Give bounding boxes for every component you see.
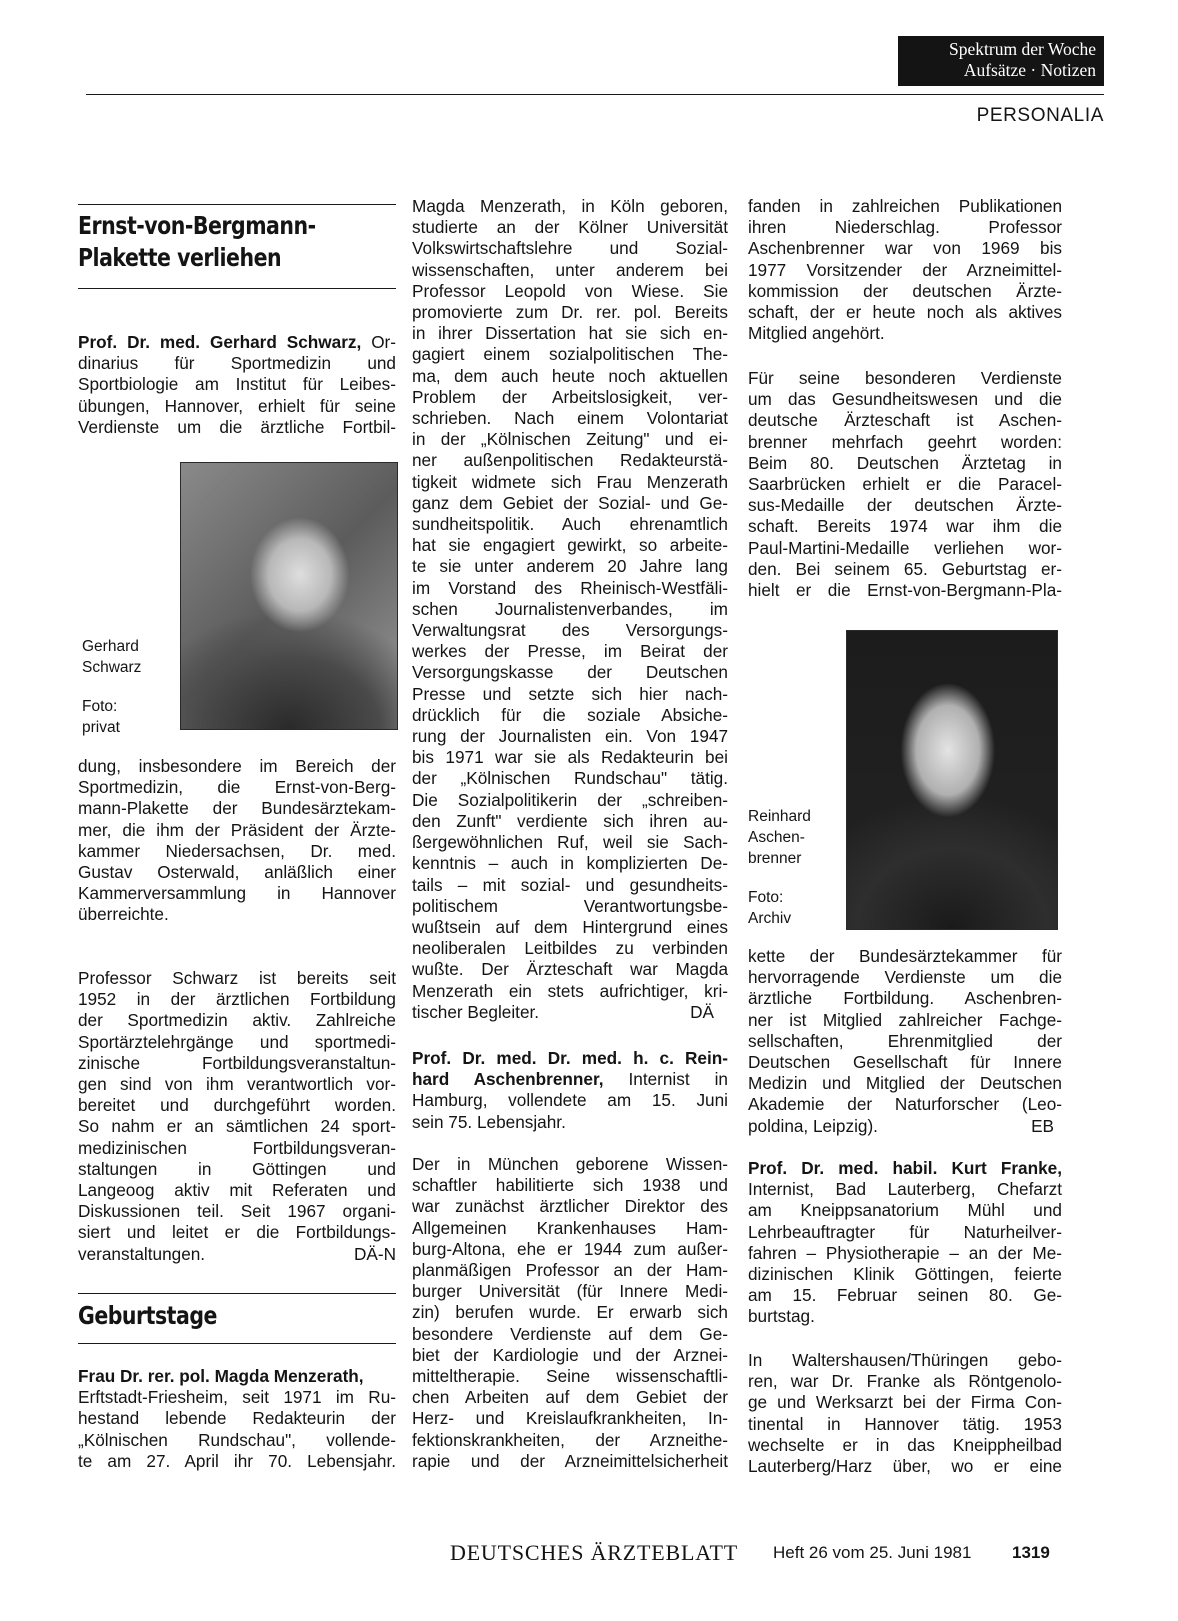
text-line: den Zunft" verdiente sich ihren au- xyxy=(412,810,728,831)
text-line: Hamburg, vollendete am 15. Juni xyxy=(412,1090,728,1111)
masthead-line-2: Aufsätze · Notizen xyxy=(963,60,1096,80)
text-line: im Vorstand des Rheinisch-Westfäli- xyxy=(412,577,728,598)
text-line: dizinischen Klinik Göttingen, feierte xyxy=(748,1264,1062,1285)
text-line: war zunächst ärztlicher Direktor des xyxy=(412,1196,728,1217)
text-line: Medizin und Mitglied der Deutschen xyxy=(748,1073,1062,1094)
paragraph-aschenbrenner xyxy=(412,1048,728,1133)
photo-caption: Reinhard Aschen- brenner Foto: Archiv xyxy=(748,808,811,927)
text-line xyxy=(78,1366,396,1387)
person-name: Prof. Dr. med. Gerhard Schwarz, xyxy=(78,332,362,352)
text-line: biet der Kardiologie und der Arznei- xyxy=(412,1344,728,1365)
text-line: So nahm er an sämtlichen 24 sport- xyxy=(78,1116,396,1137)
text-line: besondere Verdienste auf dem Ge- xyxy=(412,1323,728,1344)
text-line: siert und leitet er die Fortbildungs- xyxy=(78,1222,396,1243)
text-line: schrieben. Nach einem Volontariat xyxy=(412,408,728,429)
text-line: Akademie der Naturforscher (Leo- xyxy=(748,1094,1062,1115)
text-line: Paul-Martini-Medaille verliehen wor- xyxy=(748,537,1062,558)
footer-issue: Heft 26 vom 25. Juni 1981 xyxy=(773,1543,972,1562)
text-line: Presse und setzte sich hier nach- xyxy=(412,683,728,704)
footer-brand: DEUTSCHES ÄRZTEBLATT xyxy=(450,1540,738,1565)
text-line: kenntnis – auch in komplizierten De- xyxy=(412,853,728,874)
text-line: übungen, Hannover, erhielt für seine xyxy=(78,395,396,416)
text-line: der Sportmedizin aktiv. Zahlreiche xyxy=(78,1010,396,1031)
rule xyxy=(78,204,396,205)
text-line: gagiert einem sozialpolitischen The- xyxy=(412,344,728,365)
paragraph-schwarz xyxy=(78,332,396,438)
masthead-line-1: Spektrum der Woche xyxy=(949,39,1096,59)
text-line: Beim 80. Deutschen Ärztetag in xyxy=(748,452,1062,473)
person-name: Prof. Dr. med. Dr. med. h. c. Rein- xyxy=(412,1048,728,1068)
text-line: Allgemeinen Krankenhauses Ham- xyxy=(412,1217,728,1238)
text-line: ganz dem Gebiet der Sozial- und Ge- xyxy=(412,492,728,513)
text-line: Die Sozialpolitikerin der „schreiben- xyxy=(412,789,728,810)
text-line: medizinischen Fortbildungsveran- xyxy=(78,1137,396,1158)
text-line: Sportärztelehrgänge und sportmedi- xyxy=(78,1031,396,1052)
rule xyxy=(78,288,396,289)
text-line: wußtsein auf dem Hintergrund eines xyxy=(412,916,728,937)
text-line: Volkswirtschaftslehre und Sozial- xyxy=(412,238,728,259)
text-line: am Kneippsanatorium Mühl und xyxy=(748,1200,1062,1221)
author-sign: EB xyxy=(1031,1115,1054,1136)
text-line: Magda Menzerath, in Köln geboren, xyxy=(412,196,728,216)
text-line: schaft, der er heute noch als aktives xyxy=(748,302,1062,323)
text-line: promovierte zum Dr. rer. pol. Bereits xyxy=(412,302,728,323)
heading-line: Ernst-von-Bergmann- xyxy=(78,211,316,240)
text-line: burger Universität (für Innere Medi- xyxy=(412,1281,728,1302)
text-line: „Kölnischen Rundschau", vollende- xyxy=(78,1429,396,1450)
text-line: ren, war Dr. Franke als Röntgenolo- xyxy=(748,1371,1062,1392)
text-line: Verdienste um die ärztliche Fortbil- xyxy=(78,416,396,437)
paragraph-menzerath-bio xyxy=(412,196,728,1023)
text-line: sellschaften, Ehrenmitglied der xyxy=(748,1030,1062,1051)
text-line: Saarbrücken erhielt er die Paracel- xyxy=(748,474,1062,495)
text-line: drücklich für die soziale Absiche- xyxy=(412,704,728,725)
text-line: kette der Bundesärztekammer für xyxy=(748,946,1062,966)
text-line: kammer Niedersachsen, Dr. med. xyxy=(78,840,396,861)
rule xyxy=(78,1343,396,1344)
text-line xyxy=(412,1048,728,1069)
text-line: Gustav Osterwald, anläßlich einer xyxy=(78,862,396,883)
text-line: Verwaltungsrat des Versorgungs- xyxy=(412,620,728,641)
text-line: ärztliche Fortbildung. Aschenbren- xyxy=(748,988,1062,1009)
text-line: sein 75. Lebensjahr. xyxy=(412,1111,566,1132)
text-line: rung der Journalisten ein. Von 1947 xyxy=(412,726,728,747)
text-line: der „Kölnischen Rundschau" tätig. xyxy=(412,768,728,789)
portrait-photo-aschenbrenner xyxy=(846,630,1058,930)
text-line: hat sie engagiert gewirkt, so arbeite- xyxy=(412,535,728,556)
text-line: Deutschen Gesellschaft für Innere xyxy=(748,1052,1062,1073)
text-line xyxy=(748,1116,1062,1137)
text-line: ma, dem auch heute noch aktuellen xyxy=(412,365,728,386)
top-rule xyxy=(86,94,1104,95)
text-line xyxy=(412,1002,728,1023)
text-line: fanden in zahlreichen Publikationen xyxy=(748,196,1062,216)
text-line: Prof. Dr. med. Gerhard Schwarz, Or- xyxy=(78,332,397,352)
author-sign: DÄ xyxy=(690,1001,714,1022)
page-number: 1319 xyxy=(1012,1543,1050,1562)
text-line: neoliberalen Leitbildes zu verbinden xyxy=(412,938,728,959)
text-line-end: veranstaltungen. xyxy=(78,1243,206,1264)
text-line: studierte an der Kölner Universität xyxy=(412,217,728,238)
section-label: PERSONALIA xyxy=(976,105,1104,126)
rule xyxy=(78,1293,396,1294)
text-line: zin) berufen wurde. Er erwarb sich xyxy=(412,1302,728,1323)
text-line: sundheitspolitik. Auch ehrenamtlich xyxy=(412,514,728,535)
text-line: sus-Medaille der deutschen Ärzte- xyxy=(748,495,1062,516)
text-line: ge und Werksarzt bei der Firma Con- xyxy=(748,1392,1062,1413)
text-line: um das Gesundheitswesen und die xyxy=(748,389,1062,410)
text-line: Kammerversammlung in Hannover xyxy=(78,883,396,904)
text-line: am 15. Februar seinen 80. Ge- xyxy=(748,1285,1062,1306)
paragraph-aschenbrenner-honors xyxy=(748,368,1062,601)
text-line: tigkeit widmete sich Frau Menzerath xyxy=(412,471,728,492)
author-sign: DÄ-N xyxy=(353,1243,396,1264)
text-line: tinental in Hannover tätig. 1953 xyxy=(748,1413,1062,1434)
text-line-end: poldina, Leipzig). xyxy=(748,1115,878,1136)
text-line: staltungen in Göttingen und xyxy=(78,1158,396,1179)
person-name: hard Aschenbrenner, xyxy=(412,1069,604,1090)
paragraph-aschenbrenner-bio xyxy=(412,1154,728,1472)
text-line: rapie und der Arzneimittelsicherheit xyxy=(412,1450,728,1471)
text-line: Herz- und Kreislaufkrankheiten, In- xyxy=(412,1408,728,1429)
text-line: brenner mehrfach geehrt worden: xyxy=(748,431,1062,452)
text-line: Menzerath ein stets aufrichtiger, kri- xyxy=(412,980,728,1001)
paragraph-aschenbrenner-bio-2 xyxy=(748,196,1062,344)
text-line: planmäßigen Professor an der Ham- xyxy=(412,1260,728,1281)
text-line: wechselte er in das Kneippheilbad xyxy=(748,1434,1062,1455)
text-line: Mitglied angehört. xyxy=(748,323,885,344)
text-line: zinische Fortbildungsveranstaltun- xyxy=(78,1052,396,1073)
section-heading-geburtstage: Geburtstage xyxy=(78,1301,217,1330)
paragraph-franke xyxy=(748,1158,1062,1328)
paragraph-aschenbrenner-honors-continued xyxy=(748,946,1062,1137)
text-line: in ihrer Dissertation hat sie sich en- xyxy=(412,323,728,344)
text-line: politischem Verantwortungsbe- xyxy=(412,895,728,916)
text-line: gen sind von ihm verantwortlich vor- xyxy=(78,1074,396,1095)
text-line: bis 1971 war sie als Redakteurin bei xyxy=(412,747,728,768)
text-line: Langeoog aktiv mit Referaten und xyxy=(78,1180,396,1201)
text-line: schaft. Bereits 1974 war ihm die xyxy=(748,516,1062,537)
text-line: Aschenbrenner war von 1969 bis xyxy=(748,238,1062,259)
text-line: schen Journalistenverbandes, im xyxy=(412,598,728,619)
paragraph-schwarz-continued xyxy=(78,756,396,926)
text-line: wußte. Der Ärzteschaft war Magda xyxy=(412,959,728,980)
text-line: kommission der deutschen Ärzte- xyxy=(748,280,1062,301)
text-line: Für seine besonderen Verdienste xyxy=(748,368,1062,388)
text-line: bereitet und durchgeführt worden. xyxy=(78,1095,396,1116)
text-line: in der „Kölnischen Zeitung" und ei- xyxy=(412,429,728,450)
person-name: Frau Dr. rer. pol. Magda Menzerath, xyxy=(78,1366,364,1386)
text-line: hestand lebende Redakteurin der xyxy=(78,1408,396,1429)
text-line: mann-Plakette der Bundesärztekam- xyxy=(78,798,396,819)
text-line: chen Arbeiten auf dem Gebiet der xyxy=(412,1387,728,1408)
paragraph-menzerath xyxy=(78,1366,396,1472)
text-line: hielt er die Ernst-von-Bergmann-Pla- xyxy=(748,580,1062,601)
text-line: burg-Altona, ehe er 1944 zum außer- xyxy=(412,1238,728,1259)
article-heading xyxy=(78,210,316,274)
text-line: hard Aschenbrenner, Internist in xyxy=(412,1069,728,1090)
text-line: Sportmedizin, die Ernst-von-Berg- xyxy=(78,777,396,798)
text-line: Der in München geborene Wissen- xyxy=(412,1154,728,1174)
text-line: te am 27. April ihr 70. Lebensjahr. xyxy=(78,1450,396,1471)
text-line: deutsche Ärzteschaft ist Aschen- xyxy=(748,410,1062,431)
text-line: tails – mit sozial- und gesundheits- xyxy=(412,874,728,895)
text-line: 1977 Vorsitzender der Arzneimittel- xyxy=(748,259,1062,280)
text-line: überreichte. xyxy=(78,904,169,925)
text-line: 1952 in der ärztlichen Fortbildung xyxy=(78,989,396,1010)
text-line: werkes der Presse, im Beirat der xyxy=(412,641,728,662)
text-line: hervorragende Verdienste um die xyxy=(748,967,1062,988)
text-line: dung, insbesondere im Bereich der xyxy=(78,756,396,776)
photo-caption: Gerhard Schwarz Foto: privat xyxy=(82,638,142,736)
text-line: Versorgungskasse der Deutschen xyxy=(412,662,728,683)
text-line: mer, die ihm der Präsident der Ärzte- xyxy=(78,819,396,840)
text-line: In Waltershausen/Thüringen gebo- xyxy=(748,1350,1062,1370)
text-line xyxy=(748,1158,1062,1179)
text-line: burtstag. xyxy=(748,1306,815,1327)
paragraph-franke-bio xyxy=(748,1350,1062,1477)
text-line: Professor Schwarz ist bereits seit xyxy=(78,968,396,988)
text-line: Diskussionen teil. Seit 1967 organi- xyxy=(78,1201,396,1222)
text-line: ihren Niederschlag. Professor xyxy=(748,217,1062,238)
text-line: Lauterberg/Harz über, wo er eine xyxy=(748,1456,1062,1477)
text-line: fektionskrankheiten, der Arzneithe- xyxy=(412,1429,728,1450)
text-line: mitteltherapie. Seine wissenschaftli- xyxy=(412,1366,728,1387)
text-line xyxy=(78,1244,396,1265)
text-line-end: tischer Begleiter. xyxy=(412,1001,540,1022)
text-line: ner ist Mitglied zahlreicher Fachge- xyxy=(748,1009,1062,1030)
text-line: te sie unter anderem 20 Jahre lang xyxy=(412,556,728,577)
text-line: Lehrbeauftragter für Naturheilver- xyxy=(748,1221,1062,1242)
text-line: Problem der Arbeitslosigkeit, ver- xyxy=(412,386,728,407)
text-line: schaftler habilitierte sich 1938 und xyxy=(412,1175,728,1196)
paragraph-schwarz-2 xyxy=(78,968,396,1265)
masthead xyxy=(898,36,1104,86)
text-line: dinarius für Sportmedizin und xyxy=(78,353,396,374)
text-line: Professor Leopold von Wiese. Sie xyxy=(412,280,728,301)
text-line: Internist, Bad Lauterberg, Chefarzt xyxy=(748,1179,1062,1200)
text-line: ner außenpolitischen Redakteurstä- xyxy=(412,450,728,471)
text-line: ßergewöhnlichen Ruf, weil sie Sach- xyxy=(412,832,728,853)
text-line: den. Bei seinem 65. Geburtstag er- xyxy=(748,558,1062,579)
text-line: Sportbiologie am Institut für Leibes- xyxy=(78,374,396,395)
text-line: Erftstadt-Friesheim, seit 1971 im Ru- xyxy=(78,1387,396,1408)
portrait-photo-schwarz xyxy=(180,462,398,730)
heading-line: Plakette verliehen xyxy=(78,243,282,272)
text-line: wissenschaften, unter anderem bei xyxy=(412,259,728,280)
text-line: fahren – Physiotherapie – an der Me- xyxy=(748,1242,1062,1263)
person-name: Prof. Dr. med. habil. Kurt Franke, xyxy=(748,1158,1062,1178)
